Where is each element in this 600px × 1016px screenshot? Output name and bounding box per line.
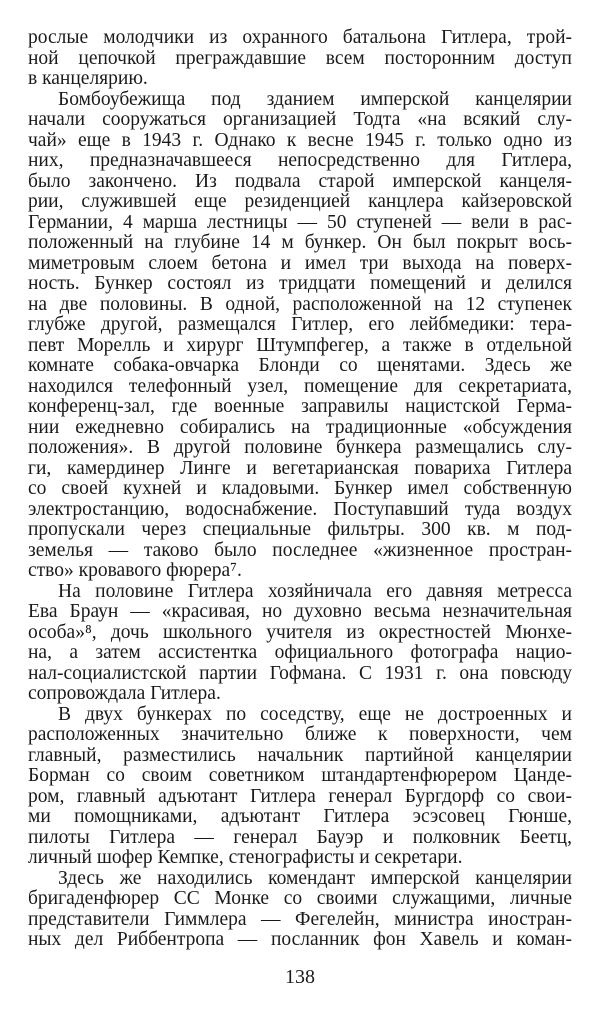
text-line: особа»⁸, дочь школьного учителя из окрестностей Мюнхе-: [28, 621, 572, 643]
text-line: Борман со своим советником штандартенфюрером Цанде-: [28, 765, 572, 786]
text-line: было закончено. Из подвала старой имперской канцеля-: [28, 170, 572, 192]
text-line: рии, служившей еще резиденцией канцлера кайзеровской: [28, 191, 572, 212]
text-line: ми помощниками, адъютант Гитлера эсэсовец Гюнше,: [28, 806, 572, 827]
paragraph: [28, 869, 572, 951]
text-line: на, а затем ассистентка официального фотографа нацио-: [28, 642, 572, 663]
text-line: ром, главный адъютант Гитлера генерал Бургдорф со свои-: [28, 785, 572, 807]
text-line: Ева Браун — «красивая, но духовно весьма незначительная: [28, 601, 572, 622]
text-line: ной цепочкой преграждавшие всем посторонним доступ: [28, 47, 572, 69]
text-line: миметровым слоем бетона и имел три выхода на поверх-: [28, 252, 572, 274]
text-line: сопровождала Гитлера.: [28, 683, 221, 704]
text-line: пропускали через специальные фильтры. 300 кв. м под-: [28, 519, 572, 540]
text-line: представители Гиммлера — Фегелейн, министра иностран-: [28, 908, 572, 930]
paragraph: [28, 28, 572, 90]
text-line: пилоты Гитлера — генерал Бауэр и полковник Беетц,: [28, 826, 572, 848]
text-line: главный, разместились начальник партийной канцелярии: [28, 744, 572, 766]
text-line: В двух бункерах по соседству, еще не достроенных и: [58, 703, 572, 725]
text-line: рослые молодчики из охранного батальона Гитлера, трой-: [28, 27, 572, 48]
text-line: конференц-зал, где военные заправилы нацистской Герма-: [28, 396, 572, 417]
text-line: них, предназначавшееся непосредственно для Гитлера,: [28, 150, 572, 171]
page-number: 138: [285, 966, 315, 988]
text-line: ги, камердинер Линге и вегетарианская повариха Гитлера: [28, 457, 572, 479]
text-line: ство» кровавого фюрера⁷.: [28, 560, 242, 581]
text-line: Германии, 4 марша лестницы — 50 ступеней — вели в рас-: [28, 211, 572, 233]
text-line: положенный на глубине 14 м бункер. Он был покрыт вось-: [28, 232, 572, 253]
paragraph: [28, 582, 572, 705]
text-line: Здесь же находились комендант имперской канцелярии: [58, 867, 572, 889]
text-line: находился телефонный узел, помещение для секретариата,: [28, 375, 572, 397]
text-line: земелья — таково было последнее «жизненное простран-: [28, 539, 572, 561]
text-line: со своей кухней и кладовыми. Бункер имел собственную: [28, 478, 572, 499]
text-line: нал-социалистской партии Гофмана. С 1931 г. она повсюду: [28, 662, 572, 684]
text-line: нии ежедневно собирались на традиционные «обсуждения: [28, 416, 572, 438]
text-line: на две половины. В одной, расположенной на 12 ступенек: [28, 293, 572, 315]
text-line: ных дел Риббентропа — посланник фон Хавель и коман-: [28, 929, 572, 950]
text-line: глубже другой, размещался Гитлер, его лейбмедики: тера-: [28, 314, 572, 335]
text-line: личный шофер Кемпке, стенографисты и секретари.: [28, 847, 463, 868]
text-line: электростанцию, водоснабжение. Поступавший туда воздух: [28, 498, 572, 520]
text-line: бригаденфюрер СС Монке со своими служащими, личные: [28, 888, 572, 909]
text-line: На половине Гитлера хозяйничала его давняя метресса: [58, 580, 572, 602]
page-body-text: [28, 28, 572, 951]
text-line: чай» еще в 1943 г. Однако к весне 1945 г. только одно из: [28, 129, 572, 151]
text-line: певт Морелль и хирург Штумпфегер, а также в отдельной: [28, 334, 572, 356]
paragraph: [28, 705, 572, 869]
text-line: расположенных значительно ближе к поверхности, чем: [28, 724, 572, 745]
text-line: комнате собака-овчарка Блонди со щенятами. Здесь же: [28, 355, 572, 376]
text-line: в канцелярию.: [28, 68, 148, 89]
paragraph: [28, 90, 572, 582]
text-line: положения». В другой половине бункера размещались слу-: [28, 437, 572, 458]
text-line: начали сооружаться организацией Тодта «на всякий слу-: [28, 109, 572, 130]
text-line: Бомбоубежища под зданием имперской канцелярии: [58, 88, 572, 110]
text-line: ность. Бункер состоял из тридцати помещений и делился: [28, 273, 572, 294]
